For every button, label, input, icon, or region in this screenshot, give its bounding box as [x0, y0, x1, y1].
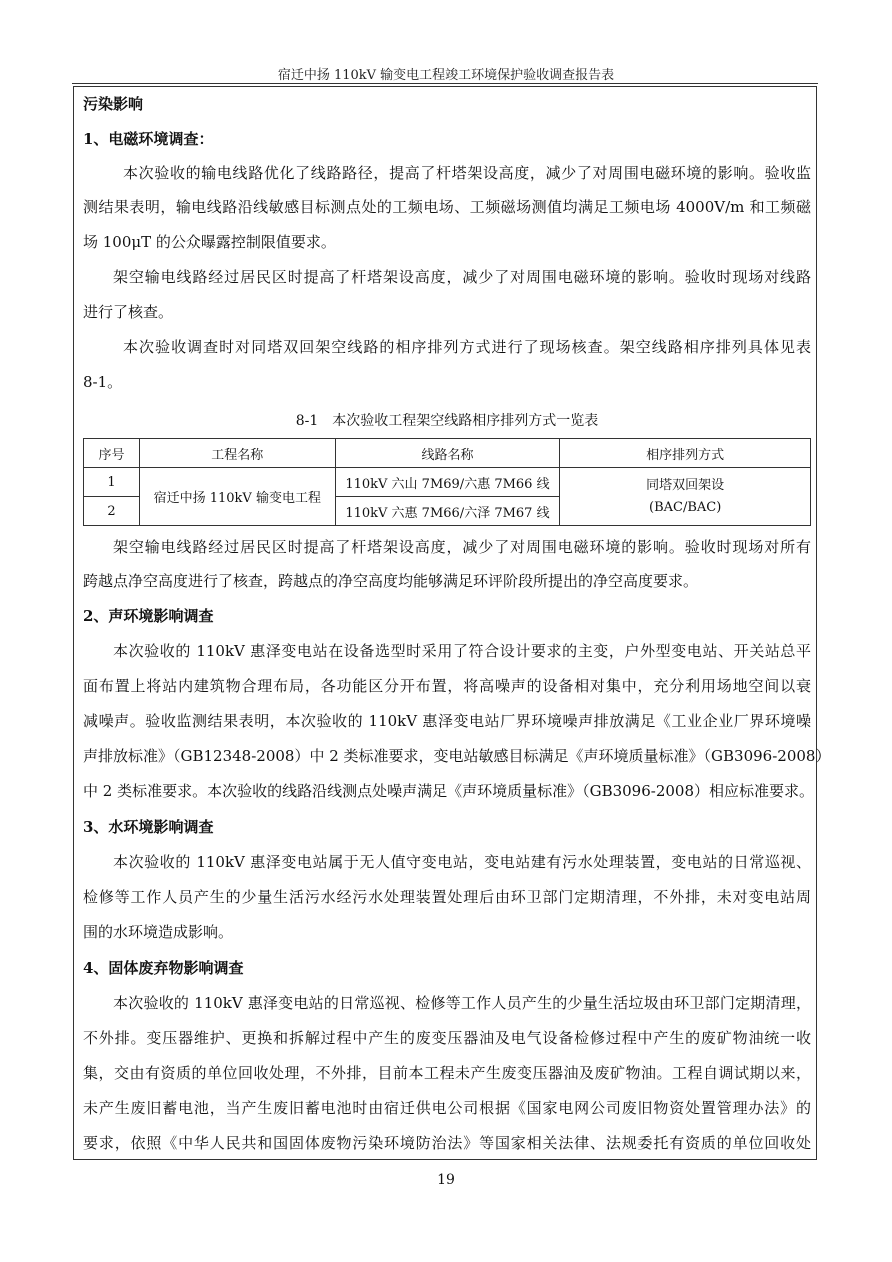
table-caption: 8-1 本次验收工程架空线路相序排列方式一览表	[295, 413, 599, 429]
em-para2-line1: 架空输电线路经过居民区时提高了杆塔架设高度，减少了对周围电磁环境的影响。验收时现场对线路	[113, 268, 811, 286]
noise-para-line5: 中 2 类标准要求。本次验收的线路沿线测点处噪声满足《声环境质量标准》（GB3096-2008）相应标准要求。	[83, 782, 815, 800]
header-project: 工程名称	[139, 439, 335, 468]
header-no: 序号	[84, 439, 140, 468]
em-para1-line3: 场 100μT 的公众曝露控制限值要求。	[83, 233, 336, 251]
noise-para-line1: 本次验收的 110kV 惠泽变电站在设备选型时采用了符合设计要求的主变，户外型变电站、开关站总平	[113, 642, 811, 660]
arrangement-text: 同塔双回架设	[646, 477, 725, 493]
solid-waste-para-line2: 不外排。变压器维护、更换和拆解过程中产生的废变压器油及电气设备检修过程中产生的废矿物油统一收	[83, 1029, 811, 1047]
arrangement-code: (BAC/BAC)	[649, 499, 722, 515]
em-para3-line2: 8-1。	[83, 373, 123, 391]
solid-waste-para-line3: 集，交由有资质的单位回收处理，不外排，目前本工程未产生废变压器油及废矿物油。工程自调试期以来，	[83, 1064, 811, 1082]
water-para-line2: 检修等工作人员产生的少量生活污水经污水处理装置处理后由环卫部门定期清理，不外排，未对变电站周	[83, 888, 811, 906]
header-line: 线路名称	[335, 439, 560, 468]
phase-sequence-table	[83, 438, 811, 526]
em-para1-line1: 本次验收的输电线路优化了线路路径，提高了杆塔架设高度，减少了对周围电磁环境的影响。验收监	[123, 164, 811, 182]
em-para1-line2: 测结果表明，输电线路沿线敏感目标测点处的工频电场、工频磁场测值均满足工频电场 4000V/m 和工频磁	[83, 198, 811, 216]
solid-waste-para-line1: 本次验收的 110kV 惠泽变电站的日常巡视、检修等工作人员产生的少量生活垃圾由环卫部门定期清理，	[113, 994, 811, 1012]
table-header-row	[84, 439, 811, 468]
arrangement-cell	[560, 468, 811, 526]
row-no: 1	[84, 468, 140, 497]
em-heading: 1、电磁环境调查：	[83, 130, 214, 148]
water-heading: 3、水环境影响调查	[83, 818, 214, 836]
project-name-cell: 宿迁中扬 110kV 输变电工程	[139, 468, 335, 526]
em-para2-line2: 进行了核查。	[83, 303, 174, 321]
page-number: 19	[437, 1172, 455, 1188]
line-name-cell: 110kV 六惠 7M66/六泽 7M67 线	[335, 497, 560, 526]
em-para4-line2: 跨越点净空高度进行了核查，跨越点的净空高度均能够满足环评阶段所提出的净空高度要求。	[83, 572, 699, 590]
row-no: 2	[84, 497, 140, 526]
noise-para-line4: 声排放标准》（GB12348-2008）中 2 类标准要求，变电站敏感目标满足《声环境质量标准》（GB3096-2008）	[83, 747, 831, 765]
solid-waste-para-line4: 未产生废旧蓄电池，当产生废旧蓄电池时由宿迁供电公司根据《国家电网公司废旧物资处置管理办法》的	[83, 1099, 811, 1117]
water-para-line3: 围的水环境造成影响。	[83, 923, 234, 941]
solid-waste-heading: 4、固体废弃物影响调查	[83, 959, 244, 977]
water-para-line1: 本次验收的 110kV 惠泽变电站属于无人值守变电站，变电站建有污水处理装置，变电站的日常巡视、	[113, 853, 811, 871]
header-arrangement: 相序排列方式	[560, 439, 811, 468]
report-header-title: 宿迁中扬 110kV 输变电工程竣工环境保护验收调查报告表	[277, 68, 615, 83]
em-para3-line1: 本次验收调查时对同塔双回架空线路的相序排列方式进行了现场核查。架空线路相序排列具体见表	[123, 338, 811, 356]
section-title: 污染影响	[83, 95, 144, 113]
noise-para-line2: 面布置上将站内建筑物合理布局，各功能区分开布置，将高噪声的设备相对集中，充分利用场地空间以衰	[83, 677, 811, 695]
solid-waste-para-line5: 要求，依照《中华人民共和国固体废物污染环境防治法》等国家相关法律、法规委托有资质的单位回收处	[83, 1134, 811, 1152]
noise-heading: 2、声环境影响调查	[83, 607, 214, 625]
noise-para-line3: 减噪声。验收监测结果表明，本次验收的 110kV 惠泽变电站厂界环境噪声排放满足《工业企业厂界环境噪	[83, 712, 811, 730]
line-name-cell: 110kV 六山 7M69/六惠 7M66 线	[335, 468, 560, 497]
em-para4-line1: 架空输电线路经过居民区时提高了杆塔架设高度，减少了对周围电磁环境的影响。验收时现场对所有	[113, 538, 811, 556]
header-rule	[72, 83, 818, 84]
table-row	[84, 468, 811, 497]
